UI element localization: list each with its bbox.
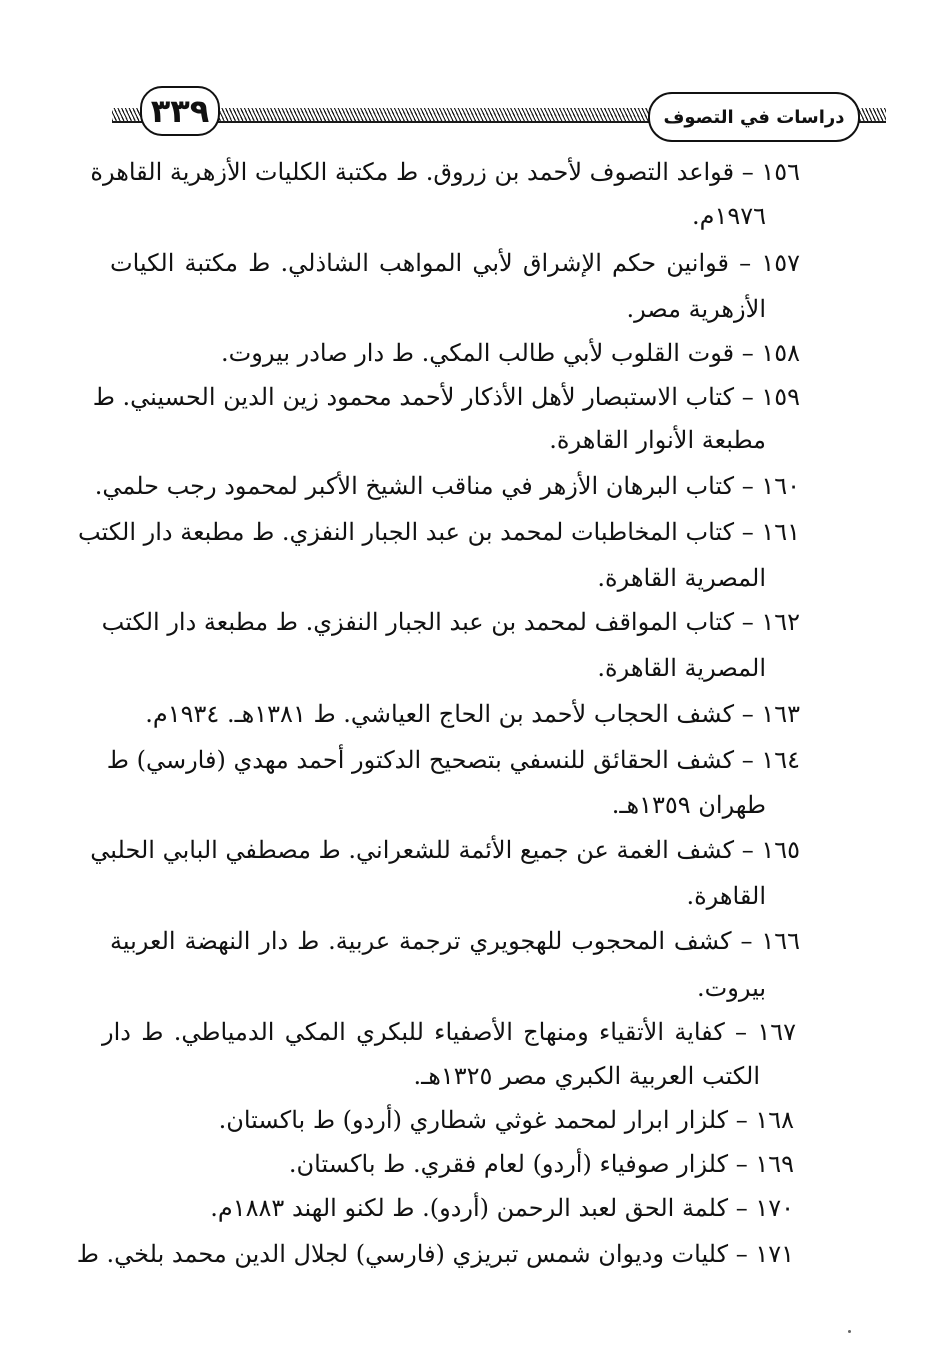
entry-text: قوت القلوب لأبي طالب المكي. ط دار صادر بيروت. [221,339,735,367]
entry-continuation: المصرية القاهرة. [597,654,766,682]
entry-line: ١٦٤ – كشف الحقائق للنسفي بتصحيح الدكتور أحمد مهدي (فارسي) ط [106,746,800,774]
entry-line: ١٦٦ – كشف المحجوب للهجويري ترجمة عربية. ط دار النهضة العربية [110,927,800,955]
entry-continuation: طهران ١٣٥٩هـ. [611,791,766,819]
entry-continuation: مطبعة الأنوار القاهرة. [549,426,766,454]
entry-text: كلزار صوفياء (أردو) لعام فقري. ط باكستان. [288,1150,729,1178]
entry-continuation: بيروت. [697,974,766,1002]
entry-line: ١٥٩ – كتاب الاستبصار لأهل الأذكار لأحمد محمود زين الدين الحسيني. ط [92,383,800,411]
running-title: دراسات في التصوف [648,92,860,142]
entry-number: ١٥٨ [761,339,800,367]
entry-text: كفاية الأتقياء ومنهاج الأصفياء للبكري المكي الدمياطي. ط دار [102,1018,725,1046]
entry-text: كتاب البرهان الأزهر في مناقب الشيخ الأكبر لمحمود رجب حلمي. [94,472,735,500]
entry-continuation: الأزهرية مصر. [626,295,766,323]
entry-text: كشف الحقائق للنسفي بتصحيح الدكتور أحمد مهدي (فارسي) ط [106,746,735,774]
entry-text: كتاب المخاطبات لمحمد بن عبد الجبار النفزي. ط مطبعة دار الكتب [77,518,735,546]
entry-number: ١٦٨ [755,1106,794,1134]
entry-number: ١٧٠ [755,1194,794,1222]
entry-number: ١٦٧ [757,1018,796,1046]
entry-number: ١٥٩ [761,383,800,411]
entry-line: ١٦١ – كتاب المخاطبات لمحمد بن عبد الجبار النفزي. ط مطبعة دار الكتب [77,518,800,546]
entry-number: ١٦٣ [761,700,800,728]
entry-number: ١٥٧ [761,249,800,277]
entry-continuation: ١٩٧٦م. [691,202,766,230]
page-number: ٣٣٩ [140,86,220,136]
entry-continuation: الكتب العربية الكبري مصر ١٣٢٥هـ. [413,1062,760,1090]
entry-number: ١٧١ [755,1240,794,1268]
entry-text: كلزار ابرار لمحمد غوثي شطاري (أردو) ط باكستان. [218,1106,729,1134]
entry-number: ١٦٠ [761,472,800,500]
entry-text: قواعد التصوف لأحمد بن زروق. ط مكتبة الكليات الأزهرية القاهرة [90,158,735,186]
entry-text: كشف الغمة عن جميع الأئمة للشعراني. ط مصطفي البابي الحلبي [90,836,735,864]
entry-text: كلمة الحق لعبد الرحمن (أردو). ط لكنو الهند ١٨٨٣م. [210,1194,729,1222]
entry-number: ١٦١ [761,518,800,546]
entry-number: ١٦٤ [761,746,800,774]
entry-line: ١٦٨ – كلزار ابرار لمحمد غوثي شطاري (أردو) ط باكستان. [218,1106,794,1134]
entry-text: كتاب الاستبصار لأهل الأذكار لأحمد محمود زين الدين الحسيني. ط [92,383,735,411]
entry-line: ١٦٩ – كلزار صوفياء (أردو) لعام فقري. ط باكستان. [288,1150,794,1178]
entry-line: ١٦٠ – كتاب البرهان الأزهر في مناقب الشيخ الأكبر لمحمود رجب حلمي. [94,472,800,500]
entry-line: ١٥٦ – قواعد التصوف لأحمد بن زروق. ط مكتبة الكليات الأزهرية القاهرة [90,158,800,186]
entry-line: ١٧١ – كليات وديوان شمس تبريزي (فارسي) لجلال الدين محمد بلخي. ط [76,1240,794,1268]
entry-text: كشف المحجوب للهجويري ترجمة عربية. ط دار النهضة العربية [110,927,732,955]
entry-line: ١٥٧ – قوانين حكم الإشراق لأبي المواهب الشاذلي. ط مكتبة الكيات [110,249,800,277]
entry-line: ١٥٨ – قوت القلوب لأبي طالب المكي. ط دار صادر بيروت. [221,339,800,367]
entry-line: ١٦٢ – كتاب المواقف لمحمد بن عبد الجبار النفزي. ط مطبعة دار الكتب [101,608,800,636]
entry-line: ١٦٣ – كشف الحجاب لأحمد بن الحاج العياشي. ط ١٣٨١هـ. ١٩٣٤م. [145,700,800,728]
entry-line: ١٦٧ – كفاية الأتقياء ومنهاج الأصفياء للبكري المكي الدمياطي. ط دار [102,1018,796,1046]
entry-number: ١٦٢ [761,608,800,636]
entry-continuation: القاهرة. [686,882,766,910]
entry-line: ١٦٥ – كشف الغمة عن جميع الأئمة للشعراني. ط مصطفي البابي الحلبي [90,836,800,864]
entry-number: ١٦٦ [761,927,800,955]
entry-text: قوانين حكم الإشراق لأبي المواهب الشاذلي. ط مكتبة الكيات [110,249,729,277]
entry-number: ١٦٥ [761,836,800,864]
entry-line: ١٧٠ – كلمة الحق لعبد الرحمن (أردو). ط لكنو الهند ١٨٨٣م. [210,1194,794,1222]
entry-text: كشف الحجاب لأحمد بن الحاج العياشي. ط ١٣٨١هـ. ١٩٣٤م. [145,700,735,728]
entry-text: كليات وديوان شمس تبريزي (فارسي) لجلال الدين محمد بلخي. ط [76,1240,729,1268]
entry-number: ١٦٩ [755,1150,794,1178]
entry-continuation: المصرية القاهرة. [597,564,766,592]
scan-speck [848,1330,851,1333]
entry-number: ١٥٦ [761,158,800,186]
entry-text: كتاب المواقف لمحمد بن عبد الجبار النفزي. ط مطبعة دار الكتب [101,608,735,636]
